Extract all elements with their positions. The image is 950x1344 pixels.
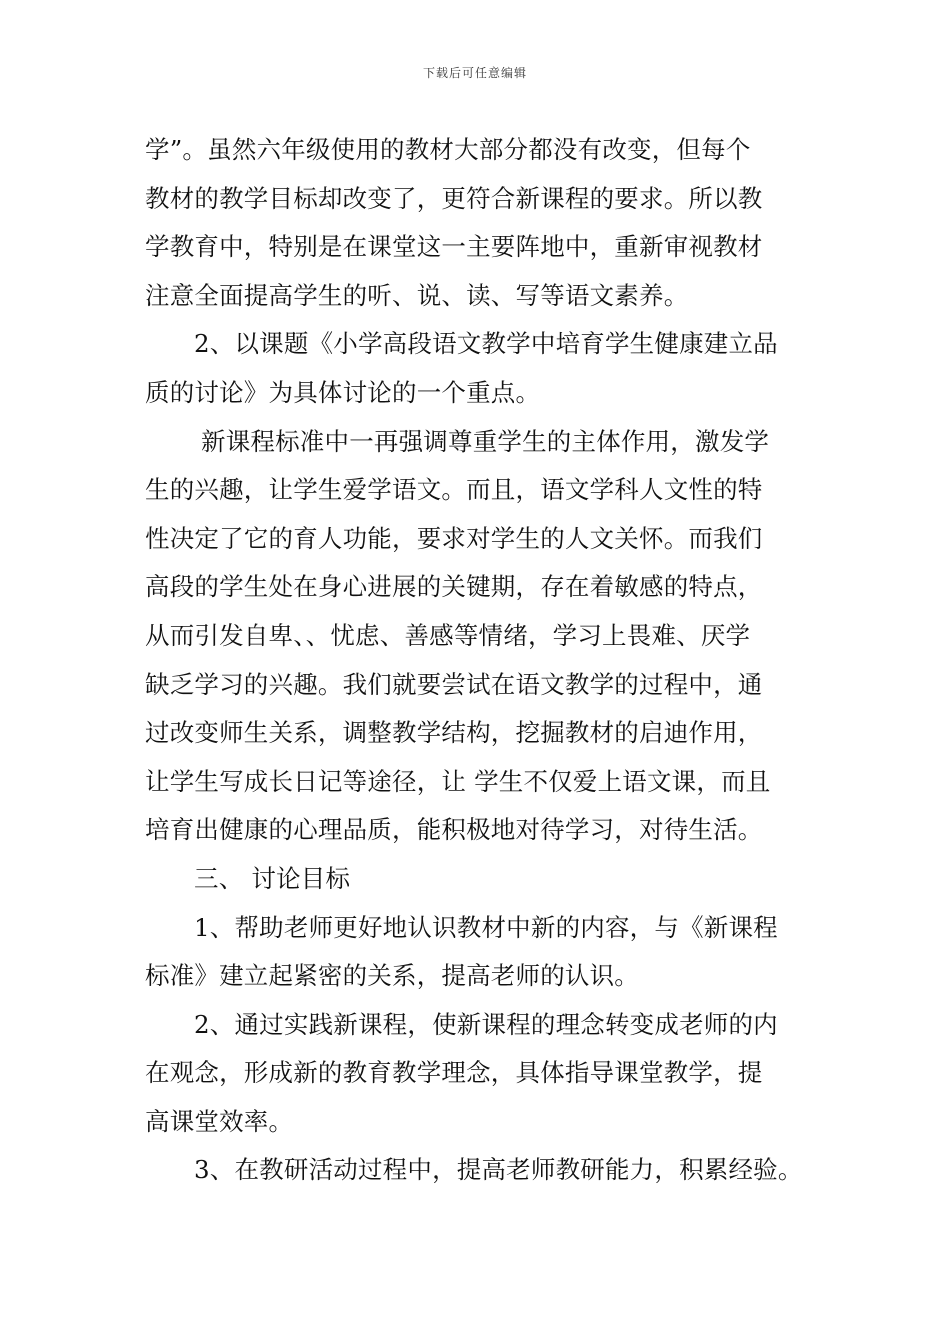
section-heading: 三、 讨论目标 xyxy=(194,863,351,893)
text-line: 教材的教学目标却改变了，更符合新课程的要求。所以教 xyxy=(145,183,763,213)
text-line: 从而引发自卑、、忧虑、善感等情绪，学习上畏难、厌学 xyxy=(145,620,751,650)
text-line: 生的兴趣，让学生爱学语文。而且，语文学科人文性的特 xyxy=(145,475,763,505)
text-line: 高段的学生处在身心进展的关键期，存在着敏感的特点， xyxy=(145,572,763,602)
text-line: 3、在教研活动过程中，提高老师教研能力，积累经验。 xyxy=(194,1155,803,1185)
text-line: 高课堂效率。 xyxy=(145,1106,294,1136)
page-header: 下载后可任意编辑 xyxy=(422,66,527,80)
text-line: 让学生写成长日记等途径，让 学生不仅爱上语文课，而且 xyxy=(145,766,771,796)
text-line: 质的讨论》为具体讨论的一个重点。 xyxy=(145,377,541,407)
text-line: 2、以课题《小学高段语文教学中培育学生健康建立品 xyxy=(194,329,778,359)
text-line: 学教育中，特别是在课堂这一主要阵地中，重新审视教材 xyxy=(145,232,763,262)
text-line: 过改变师生关系，调整教学结构，挖掘教材的启迪作用， xyxy=(145,718,763,748)
document-body xyxy=(145,126,810,1195)
text-line: 学”。虽然六年级使用的教材大部分都没有改变，但每个 xyxy=(145,135,751,164)
text-line: 2、通过实践新课程，使新课程的理念转变成老师的内 xyxy=(194,1009,778,1039)
text-line: 在观念，形成新的教育教学理念，具体指导课堂教学，提 xyxy=(145,1058,763,1088)
text-line: 1、帮助老师更好地认识教材中新的内容，与《新课程 xyxy=(194,912,778,942)
text-line: 缺乏学习的兴趣。我们就要尝试在语文教学的过程中，通 xyxy=(145,669,763,699)
text-line: 性决定了它的育人功能，要求对学生的人文关怀。而我们 xyxy=(145,523,763,553)
text-line: 注意全面提高学生的听、说、读、写等语文素养。 xyxy=(145,280,689,310)
text-line: 培育出健康的心理品质，能积极地对待学习，对待生活。 xyxy=(145,815,763,845)
text-line: 标准》建立起紧密的关系，提高老师的认识。 xyxy=(145,961,639,991)
text-line: 新课程标准中一再强调尊重学生的主体作用，激发学 xyxy=(201,426,770,456)
